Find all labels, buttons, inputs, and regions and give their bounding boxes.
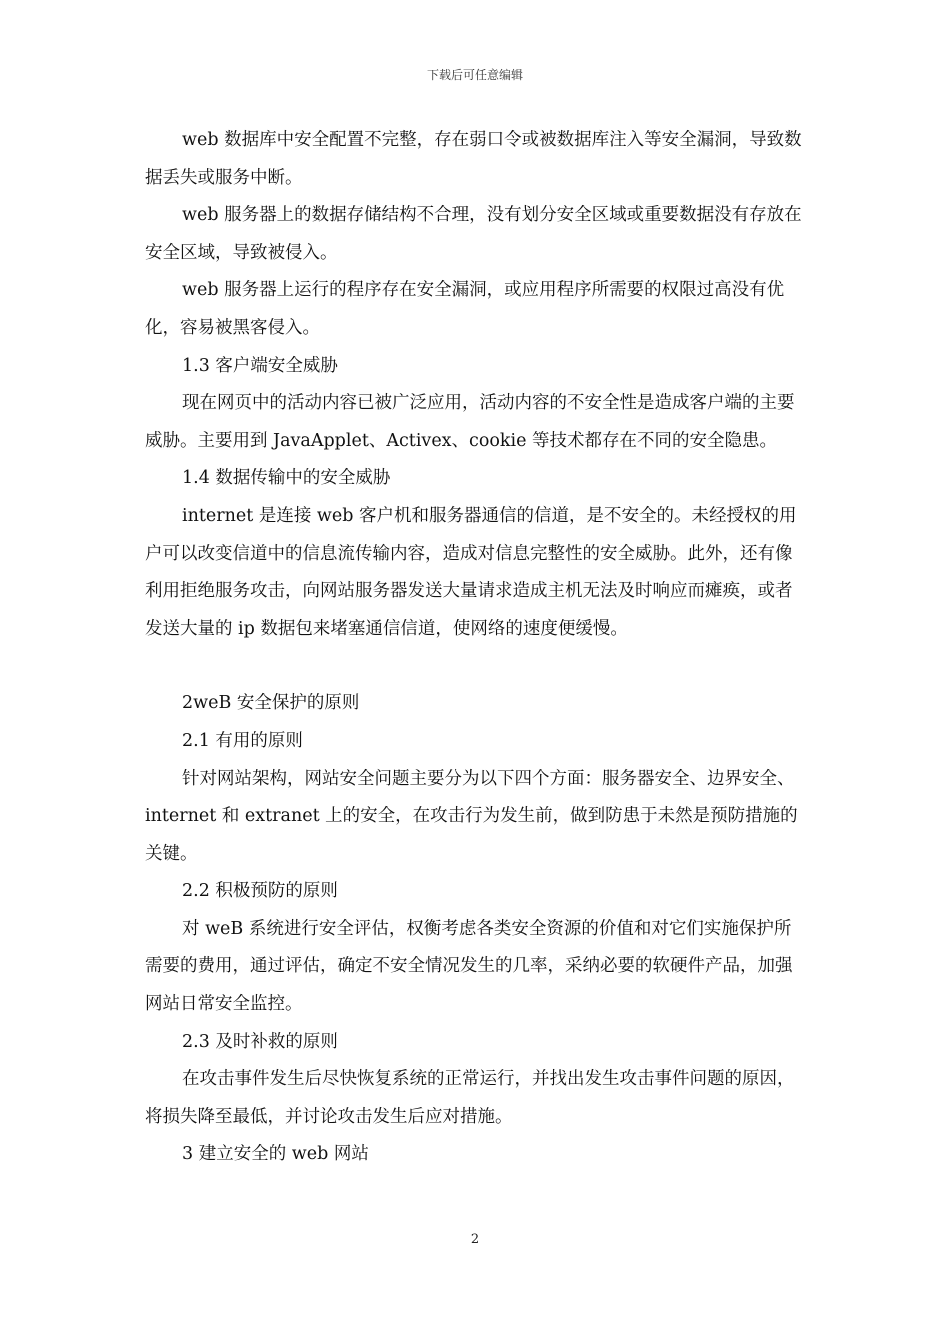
page-number: 2 (470, 1232, 480, 1247)
paragraph-remedy-principle: 在攻击事件发生后尽快恢复系统的正常运行，并找出发生攻击事件问题的原因，将损失降至最低，并讨论攻击发生后应对措施。 (145, 1069, 795, 1127)
heading-2: 2weB 安全保护的原则 (182, 693, 360, 714)
heading-1-4: 1.4 数据传输中的安全威胁 (182, 468, 391, 489)
document-body (145, 122, 807, 1174)
paragraph-web-programs: web 服务器上运行的程序存在安全漏洞，或应用程序所需要的权限过高没有优化，容易被黑客侵入。 (145, 280, 785, 338)
paragraph-prevention-principle: 对 weB 系统进行安全评估，权衡考虑各类安全资源的价值和对它们实施保护所需要的费用，通过评估，确定不安全情况发生的几率，采纳必要的软硬件产品，加强网站日常安全监控。 (145, 918, 793, 1015)
paragraph-client-threats: 现在网页中的活动内容已被广泛应用，活动内容的不安全性是造成客户端的主要威胁。主要用到 JavaApplet、Activex、cookie 等技术都存在不同的安全隐患。 (145, 393, 795, 451)
heading-1-3: 1.3 客户端安全威胁 (182, 355, 338, 376)
heading-2-2: 2.2 积极预防的原则 (182, 881, 338, 902)
paragraph-transmission-threats: internet 是连接 web 客户机和服务器通信的信道，是不安全的。未经授权的用户可以改变信道中的信息流传输内容，造成对信息完整性的安全威胁。此外，还有像利用拒绝服务攻击，向网站服务器发送大量请求造成主机无法及时响应而瘫痪，或者发送大量的 ip 数据包来堵塞通信信道，使网络的速度便缓慢。 (145, 505, 797, 639)
paragraph-useful-principle: 针对网站架构，网站安全问题主要分为以下四个方面：服务器安全、边界安全、internet 和 extranet 上的安全，在攻击行为发生前，做到防患于未然是预防措施的关键。 (145, 768, 798, 864)
heading-2-3: 2.3 及时补救的原则 (182, 1031, 338, 1052)
heading-2-1: 2.1 有用的原则 (182, 730, 303, 751)
heading-3: 3 建立安全的 web 网站 (182, 1144, 369, 1165)
section-spacer (145, 648, 807, 685)
page-header: 下载后可任意编辑 (426, 68, 523, 82)
paragraph-web-storage: web 服务器上的数据存储结构不合理，没有划分安全区域或重要数据没有存放在安全区域，导致被侵入。 (145, 205, 802, 263)
paragraph-web-database: web 数据库中安全配置不完整，存在弱口令或被数据库注入等安全漏洞，导致数据丢失或服务中断。 (145, 130, 802, 188)
